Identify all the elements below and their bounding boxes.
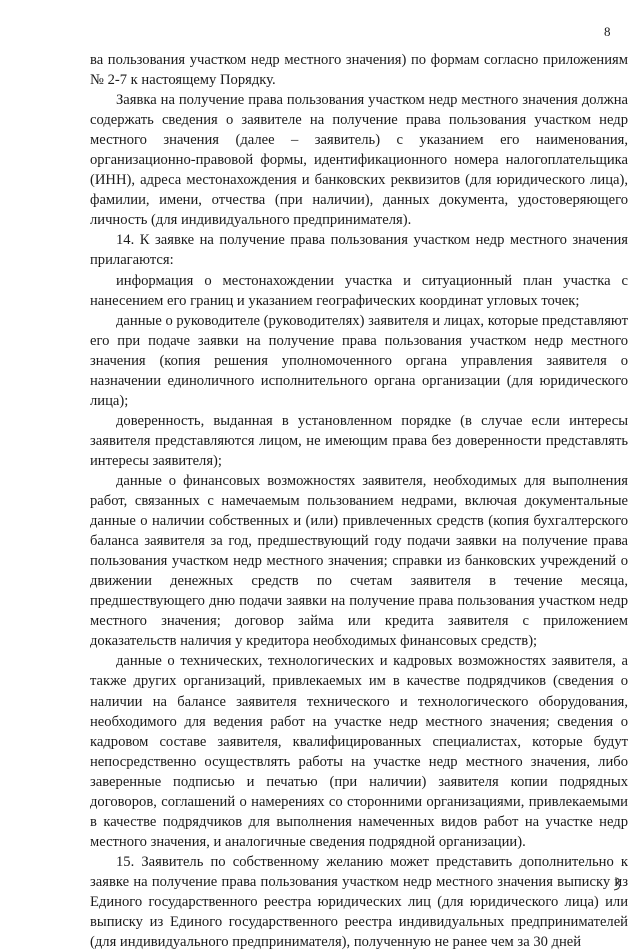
paragraph-technical-data: данные о технических, технологических и кадровых возможностях заявителя, а также других организаций, привлекаемых им в качестве подрядчиков (сведения о наличии на балансе заявителя технического и технологического оборудования, необходимого для ведения работ на участке недр местного значения; сведения о кадровом составе заявителя, квалифицированных специалистах, которые будут непосредственно осуществлять работы на участке недр местного значения, либо заверенные подписью и печатью (при наличии) заявителя копии подрядных договоров, соглашений о намерениях со сторонними организациями, привлекаемыми в качестве подрядчиков для выполнения намеченных видов работ на участке недр местного значения, и аналогичные сведения подрядной организации). [90, 653, 628, 850]
paragraph-item-15: 15. Заявитель по собственному желанию может представить дополнительно к заявке на получение права пользования участком недр местного значения выписку из Единого государственного реестра юридических лиц (для юридического лица) или выписку из Единого государственного реестра индивидуальных предпринимателей (для индивидуального предпринимателя), полученную не ранее чем за 30 дней [90, 853, 628, 951]
paragraph-continuation: ва пользования участком недр местного значения) по формам согласно приложениям № 2-7 к настоящему Порядку. [90, 52, 628, 89]
paragraph-power-of-attorney: доверенность, выданная в установленном порядке (в случае если интересы заявителя представляются лицом, не имеющим права без доверенности представлять интересы заявителя); [90, 412, 628, 469]
paragraph-location-info: информация о местонахождении участка и ситуационный план участка с нанесением его границ и указанием географических координат угловых точек; [90, 272, 628, 309]
document-body [90, 50, 628, 952]
page-number: 8 [604, 24, 611, 39]
handwritten-mark [612, 876, 622, 892]
paragraph-item-14: 14. К заявке на получение права пользования участком недр местного значения прилагаются: [90, 232, 628, 269]
paragraph-management-data: данные о руководителе (руководителях) заявителя и лицах, которые представляют его при подаче заявки на получение права пользования участком недр местного значения (копия решения уполномоченного органа управления заявителя о назначении единоличного исполнительного органа организации (для юридического лица); [90, 312, 628, 409]
paragraph-application-content: Заявка на получение права пользования участком недр местного значения должна содержать сведения о заявителе на получение права пользования участком недр местного значения (далее – заявитель) с указанием его наименования, организационно-правовой формы, идентификационного номера налогоплательщика (ИНН), адреса местонахождения и банковских реквизитов (для юридического лица), фамилии, имени, отчества (при наличии), данных документа, удостоверяющего личность (для индивидуального предпринимателя). [90, 92, 628, 229]
paragraph-financial-data: данные о финансовых возможностях заявителя, необходимых для выполнения работ, связанных с намечаемым пользованием недрами, включая документальные данные о наличии собственных и (или) привлеченных средств (копия бухгалтерского баланса заявителя за год, предшествующий году подачи заявки на получение права пользования участком недр местного значения; справки из банковских учреждений о движении денежных средств по счетам заявителя в течение месяца, предшествующего дню подачи заявки на получение права пользования участком недр местного значения; договор займа или кредита заявителя с приложением доказательств наличия у кредитора необходимых финансовых средств); [90, 472, 628, 650]
